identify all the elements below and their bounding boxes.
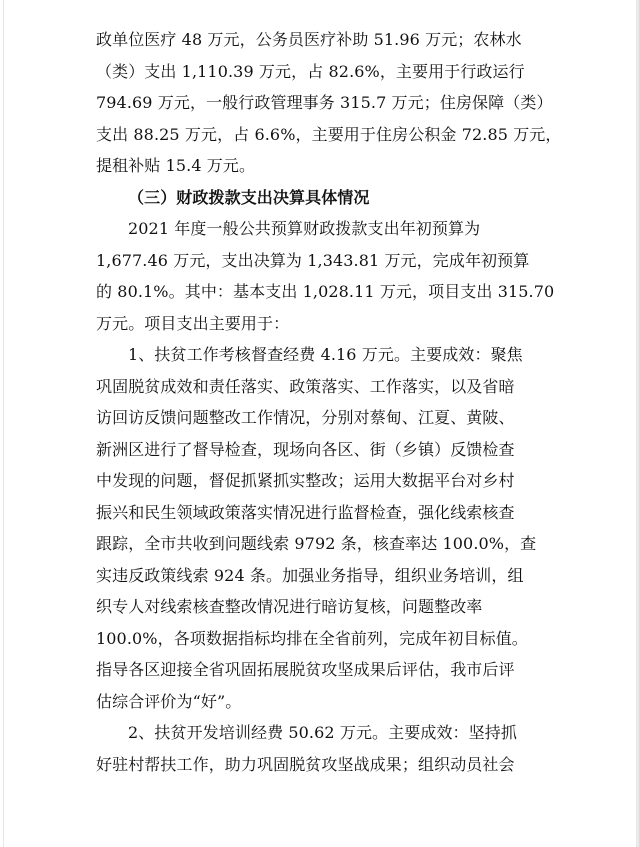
text-line-5: 提租补贴 15.4 万元。 — [96, 156, 256, 175]
text-line-4: 支出 88.25 万元，占 6.6%，主要用于住房公积金 72.85 万元， — [96, 124, 562, 144]
text-line-10: 万元。项目支出主要用于： — [96, 313, 290, 333]
text-line-13: 访回访反馈问题整改工作情况，分别对蔡甸、江夏、黄陂、 — [96, 408, 515, 427]
text-line-23: 2、扶贫开发培训经费 50.62 万元。主要成效：坚持抓 — [128, 723, 517, 742]
text-line-9: 的 80.1%。其中：基本支出 1,028.11 万元，项目支出 315.70 — [96, 282, 555, 301]
text-line-21: 指导各区迎接全省巩固拓展脱贫攻坚成果后评估，我市后评 — [96, 660, 515, 679]
text-line-18: 实违反政策线索 924 条。加强业务指导，组织业务培训，组 — [96, 565, 524, 585]
text-line-1: 政单位医疗 48 万元，公务员医疗补助 51.96 万元；农林水 — [96, 30, 522, 49]
text-line-19: 织专人对线索核查整改情况进行暗访复核，问题整改率 — [96, 597, 483, 616]
text-line-22: 估综合评价为“好”。 — [96, 691, 242, 711]
text-line-12: 巩固脱贫成效和责任落实、政策落实、工作落实，以及省暗 — [96, 376, 515, 396]
text-line-3: 794.69 万元，一般行政管理事务 315.7 万元；住房保障（类） — [96, 93, 553, 112]
text-line-15: 中发现的问题，督促抓紧抓实整改；运用大数据平台对乡村 — [96, 471, 515, 490]
text-line-17: 跟踪，全市共收到问题线索 9792 条，核查率达 100.0%，查 — [96, 534, 537, 553]
document-body — [96, 24, 562, 780]
page-left-border — [3, 0, 4, 847]
text-line-14: 新洲区进行了督导检查，现场向各区、街（乡镇）反馈检查 — [96, 439, 515, 459]
text-line-16: 振兴和民生领域政策落实情况进行监督检查，强化线索核查 — [96, 502, 515, 522]
section-heading: （三）财政拨款支出决算具体情况 — [128, 187, 370, 207]
text-line-11: 1、扶贫工作考核督查经费 4.16 万元。主要成效：聚焦 — [128, 345, 523, 364]
text-line-8: 1,677.46 万元，支出决算为 1,343.81 万元，完成年初预算 — [96, 250, 530, 270]
text-line-24: 好驻村帮扶工作，助力巩固脱贫攻坚战成果；组织动员社会 — [96, 754, 515, 774]
text-line-2: （类）支出 1,110.39 万元，占 82.6%，主要用于行政运行 — [96, 61, 525, 81]
text-line-7: 2021 年度一般公共预算财政拨款支出年初预算为 — [128, 219, 481, 238]
text-line-20: 100.0%，各项数据指标均排在全省前列，完成年初目标值。 — [96, 628, 528, 648]
